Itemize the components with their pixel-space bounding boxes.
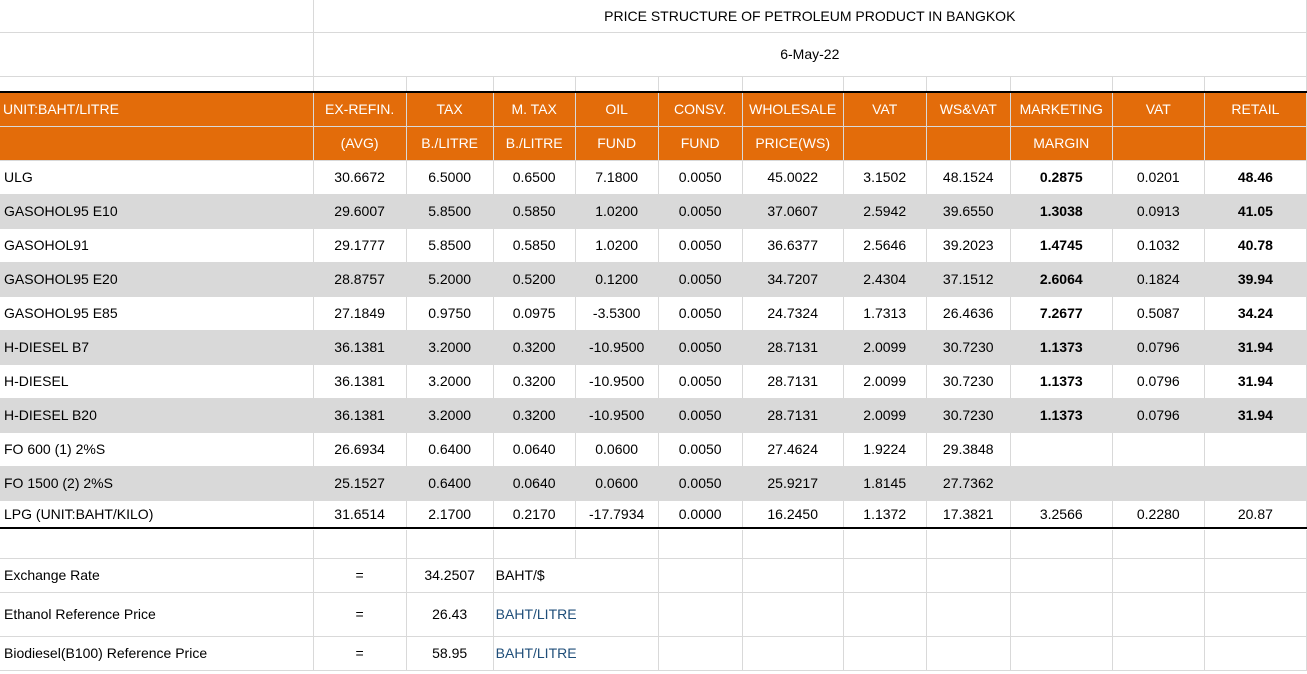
column-header-top: CONSV. [658,92,742,126]
price-cell: 0.6400 [406,466,493,500]
price-cell: 1.7313 [843,296,926,330]
product-name: FO 600 (1) 2%S [0,432,313,466]
price-cell: 2.1700 [406,500,493,528]
reference-unit: BAHT/LITRE [493,636,658,670]
price-cell [1204,432,1306,466]
reference-unit: BAHT/LITRE [493,592,658,636]
price-cell: 2.5646 [843,228,926,262]
price-cell: 0.0050 [658,228,742,262]
column-header-bottom [1112,126,1204,160]
product-name: GASOHOL91 [0,228,313,262]
blank-cell [1204,636,1306,670]
price-cell: 2.6064 [1010,262,1112,296]
blank-cell [926,592,1010,636]
equals-sign: = [313,636,406,670]
blank-cell [658,636,742,670]
price-cell: 1.1373 [1010,330,1112,364]
price-cell: 5.8500 [406,194,493,228]
blank-cell [1112,558,1204,592]
price-cell: 24.7324 [742,296,843,330]
price-cell: 1.3038 [1010,194,1112,228]
price-cell: 0.5200 [493,262,575,296]
blank-cell [0,32,313,76]
product-name: GASOHOL95 E20 [0,262,313,296]
column-header-bottom: PRICE(WS) [742,126,843,160]
price-cell: 30.7230 [926,364,1010,398]
price-cell: 0.0050 [658,466,742,500]
price-cell: -10.9500 [575,330,658,364]
price-cell: 48.46 [1204,160,1306,194]
blank-cell [658,558,742,592]
price-cell: 0.0600 [575,466,658,500]
price-cell: 2.0099 [843,398,926,432]
price-cell: 6.5000 [406,160,493,194]
column-header-top: OIL [575,92,658,126]
price-cell: 40.78 [1204,228,1306,262]
price-cell: 30.6672 [313,160,406,194]
price-cell: 28.7131 [742,330,843,364]
reference-value: 58.95 [406,636,493,670]
blank-cell [843,592,926,636]
column-header-bottom: B./LITRE [406,126,493,160]
reference-row [0,636,1307,670]
column-header-bottom [926,126,1010,160]
column-header-bottom: FUND [658,126,742,160]
price-cell: -10.9500 [575,364,658,398]
blank-cell [1204,592,1306,636]
blank-cell [926,636,1010,670]
price-cell: 41.05 [1204,194,1306,228]
product-name: H-DIESEL [0,364,313,398]
column-header-bottom [1204,126,1306,160]
product-name: FO 1500 (2) 2%S [0,466,313,500]
price-cell: 5.8500 [406,228,493,262]
price-cell: 0.0975 [493,296,575,330]
price-cell: 1.1373 [1010,364,1112,398]
price-cell: 3.2000 [406,398,493,432]
price-cell: 31.6514 [313,500,406,528]
price-cell: 30.7230 [926,398,1010,432]
blank-cell [742,592,843,636]
blank-cell [843,558,926,592]
product-name: LPG (UNIT:BAHT/KILO) [0,500,313,528]
price-cell: 2.0099 [843,330,926,364]
reference-label: Biodiesel(B100) Reference Price [0,636,313,670]
reference-row [0,592,1307,636]
price-cell: 0.0796 [1112,330,1204,364]
blank-cell [0,530,313,558]
product-name: H-DIESEL B20 [0,398,313,432]
price-cell [1112,432,1204,466]
price-cell: 34.24 [1204,296,1306,330]
price-cell: 0.0050 [658,194,742,228]
price-cell: 0.0796 [1112,398,1204,432]
price-cell: 36.1381 [313,364,406,398]
price-cell: 27.4624 [742,432,843,466]
price-cell: 0.0050 [658,432,742,466]
column-header-bottom: (AVG) [313,126,406,160]
price-cell: 1.9224 [843,432,926,466]
price-cell: 1.0200 [575,228,658,262]
blank-cell [1204,558,1306,592]
reference-label: Ethanol Reference Price [0,592,313,636]
price-cell: 27.7362 [926,466,1010,500]
price-cell: 0.0050 [658,364,742,398]
table-row [0,364,1307,398]
price-cell: 1.1372 [843,500,926,528]
product-name: GASOHOL95 E10 [0,194,313,228]
price-cell: 5.2000 [406,262,493,296]
blank-cell [742,636,843,670]
price-cell: 39.2023 [926,228,1010,262]
reference-prices [0,530,1307,671]
table-row [0,466,1307,500]
price-cell: 2.4304 [843,262,926,296]
sheet-title: PRICE STRUCTURE OF PETROLEUM PRODUCT IN BANGKOK [313,0,1306,32]
price-cell: 0.0050 [658,296,742,330]
price-cell: 45.0022 [742,160,843,194]
price-cell: 0.0600 [575,432,658,466]
price-cell: 3.2566 [1010,500,1112,528]
price-cell: 0.3200 [493,330,575,364]
price-cell: 16.2450 [742,500,843,528]
table-row [0,330,1307,364]
price-cell: 0.2875 [1010,160,1112,194]
blank-cell [1112,592,1204,636]
price-cell: -3.5300 [575,296,658,330]
price-cell: 0.2280 [1112,500,1204,528]
price-cell: 2.0099 [843,364,926,398]
price-cell: 1.8145 [843,466,926,500]
price-cell: 3.1502 [843,160,926,194]
equals-sign: = [313,558,406,592]
price-cell: 0.0050 [658,398,742,432]
price-cell: 1.0200 [575,194,658,228]
price-cell: 26.4636 [926,296,1010,330]
product-name: ULG [0,160,313,194]
price-cell: 39.6550 [926,194,1010,228]
column-header-top: EX-REFIN. [313,92,406,126]
price-cell: 31.94 [1204,330,1306,364]
price-cell: 0.6500 [493,160,575,194]
price-cell: 0.1200 [575,262,658,296]
blank-cell [1010,636,1112,670]
price-cell: 0.5850 [493,228,575,262]
blank-cell [843,636,926,670]
reference-row [0,558,1307,592]
column-header-bottom [843,126,926,160]
price-cell: 48.1524 [926,160,1010,194]
column-header-top: WHOLESALE [742,92,843,126]
price-cell: 29.1777 [313,228,406,262]
price-cell: 36.6377 [742,228,843,262]
price-cell: 28.7131 [742,398,843,432]
price-cell: 2.5942 [843,194,926,228]
price-cell: 0.3200 [493,398,575,432]
column-header-bottom: B./LITRE [493,126,575,160]
price-cell: 31.94 [1204,398,1306,432]
reference-unit: BAHT/$ [493,558,658,592]
price-cell: 36.1381 [313,330,406,364]
price-cell: 27.1849 [313,296,406,330]
price-cell: 28.7131 [742,364,843,398]
price-cell: -17.7934 [575,500,658,528]
blank-cell [742,558,843,592]
price-cell: 0.9750 [406,296,493,330]
price-cell: 0.5850 [493,194,575,228]
table-row [0,262,1307,296]
price-cell: 0.0050 [658,330,742,364]
column-header-top: M. TAX [493,92,575,126]
price-cell: 25.9217 [742,466,843,500]
price-cell: 0.0201 [1112,160,1204,194]
price-cell: 3.2000 [406,330,493,364]
price-cell: 1.1373 [1010,398,1112,432]
table-row [0,296,1307,330]
price-cell: 25.1527 [313,466,406,500]
table-row [0,398,1307,432]
price-cell: 0.0640 [493,432,575,466]
price-cell: 0.0050 [658,160,742,194]
price-cell: 1.4745 [1010,228,1112,262]
price-cell: 0.0000 [658,500,742,528]
price-cell: 7.2677 [1010,296,1112,330]
price-cell: 26.6934 [313,432,406,466]
column-header-bottom: MARGIN [1010,126,1112,160]
price-cell: 37.0607 [742,194,843,228]
blank-cell [658,592,742,636]
price-cell: 29.6007 [313,194,406,228]
column-header-top: VAT [843,92,926,126]
price-cell: 7.1800 [575,160,658,194]
price-cell: 31.94 [1204,364,1306,398]
reference-label: Exchange Rate [0,558,313,592]
price-cell: 30.7230 [926,330,1010,364]
table-row [0,194,1307,228]
blank-cell [0,0,313,32]
unit-label-blank [0,126,313,160]
reference-value: 34.2507 [406,558,493,592]
price-cell: 0.1032 [1112,228,1204,262]
blank-cell [1010,592,1112,636]
column-header-top: RETAIL [1204,92,1306,126]
price-cell: 0.0050 [658,262,742,296]
price-cell [1204,466,1306,500]
price-cell [1010,466,1112,500]
price-cell: 39.94 [1204,262,1306,296]
price-cell: 0.1824 [1112,262,1204,296]
price-cell: 0.0796 [1112,364,1204,398]
price-cell: 0.6400 [406,432,493,466]
table-row [0,432,1307,466]
sheet-date: 6-May-22 [313,32,1306,76]
column-header-top: VAT [1112,92,1204,126]
reference-value: 26.43 [406,592,493,636]
price-cell: 36.1381 [313,398,406,432]
table-row [0,160,1307,194]
price-cell: 0.3200 [493,364,575,398]
price-cell: 34.7207 [742,262,843,296]
unit-label: UNIT:BAHT/LITRE [0,92,313,126]
table-row [0,228,1307,262]
blank-cell [1112,636,1204,670]
column-header-top: WS&VAT [926,92,1010,126]
price-cell: 3.2000 [406,364,493,398]
column-header-top: TAX [406,92,493,126]
price-cell: 0.0913 [1112,194,1204,228]
blank-cell [0,76,313,92]
product-name: H-DIESEL B7 [0,330,313,364]
price-cell: 28.8757 [313,262,406,296]
price-cell: 20.87 [1204,500,1306,528]
product-name: GASOHOL95 E85 [0,296,313,330]
blank-cell [926,558,1010,592]
equals-sign: = [313,592,406,636]
price-cell: 0.5087 [1112,296,1204,330]
price-cell [1010,432,1112,466]
price-cell: 37.1512 [926,262,1010,296]
column-header-top: MARKETING [1010,92,1112,126]
price-cell [1112,466,1204,500]
price-cell: 0.0640 [493,466,575,500]
blank-cell [1010,558,1112,592]
price-cell: 0.2170 [493,500,575,528]
price-cell: 17.3821 [926,500,1010,528]
table-row [0,500,1307,528]
column-header-bottom: FUND [575,126,658,160]
price-cell: 29.3848 [926,432,1010,466]
price-cell: -10.9500 [575,398,658,432]
